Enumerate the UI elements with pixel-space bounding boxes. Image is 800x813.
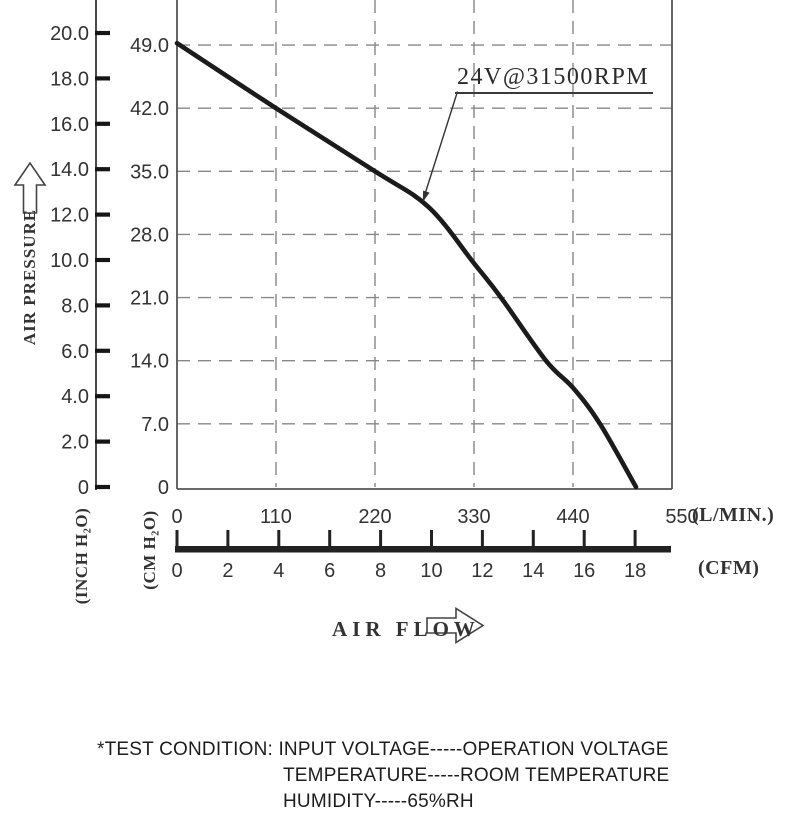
cfm-tick-label: 8 — [375, 560, 387, 582]
lmin-tick-label: 0 — [171, 506, 183, 528]
cfm-tick-label: 14 — [522, 560, 545, 582]
cfm-tick-label: 18 — [623, 560, 647, 582]
cfm-tick-label: 6 — [324, 560, 336, 582]
inch-tick-label: 4.0 — [61, 386, 89, 409]
x-axis-title: AIR FLOW — [332, 617, 480, 641]
inch-tick-label: 14.0 — [50, 159, 89, 182]
cm-tick-label: 0 — [157, 477, 169, 499]
inch-tick-label: 16.0 — [50, 113, 89, 136]
x-axis-unit-cfm: (CFM) — [698, 557, 760, 579]
inch-tick-label: 8.0 — [61, 295, 89, 318]
test-condition-line-1: *TEST CONDITION: INPUT VOLTAGE-----OPERATION VOLTAGE — [97, 739, 669, 760]
cm-tick-label: 42.0 — [130, 98, 169, 121]
inch-tick-label: 10.0 — [50, 250, 89, 272]
cfm-tick-label: 2 — [222, 560, 234, 582]
cm-tick-label: 35.0 — [130, 161, 169, 184]
lmin-tick-label: 110 — [260, 506, 292, 528]
lmin-tick-label: 440 — [556, 506, 590, 528]
cm-tick-label: 14.0 — [130, 350, 169, 373]
cm-tick-label: 21.0 — [130, 287, 169, 310]
y-axis-title: AIR PRESSURE — [20, 208, 39, 346]
inch-tick-label: 2.0 — [61, 431, 89, 454]
cfm-tick-label: 12 — [471, 560, 494, 582]
inch-tick-label: 6.0 — [61, 340, 89, 363]
cm-tick-label: 49.0 — [130, 35, 169, 58]
cfm-tick-label: 16 — [573, 560, 596, 582]
flow-scale-bar — [175, 546, 671, 553]
y-axis-unit-cm: (CM H₂O) — [140, 510, 159, 590]
axis-ticks — [95, 33, 671, 553]
cm-tick-label: 28.0 — [130, 224, 169, 247]
performance-curve — [177, 43, 636, 487]
test-condition-line-2: TEMPERATURE-----ROOM TEMPERATURE — [283, 765, 670, 786]
inch-tick-label: 18.0 — [50, 68, 89, 91]
inch-tick-label: 0 — [77, 477, 89, 499]
x-axis-unit-lmin: (L/MIN.) — [692, 504, 775, 526]
y-axis-unit-inch: (INCH H₂O) — [72, 507, 91, 605]
inch-tick-label: 20.0 — [50, 23, 89, 45]
cfm-tick-label: 4 — [273, 560, 285, 582]
lmin-tick-label: 550 — [665, 506, 699, 528]
test-condition-line-3: HUMIDITY-----65%RH — [283, 791, 474, 812]
cm-tick-label: 7.0 — [141, 413, 169, 436]
curve-annotation-label: 24V@31500RPM — [455, 64, 653, 94]
lmin-tick-label: 330 — [457, 506, 491, 528]
curve-24v — [177, 43, 636, 487]
cfm-tick-label: 0 — [171, 560, 183, 582]
cfm-tick-label: 10 — [420, 560, 443, 582]
lmin-tick-label: 220 — [358, 506, 392, 528]
inch-tick-label: 12.0 — [50, 204, 89, 227]
